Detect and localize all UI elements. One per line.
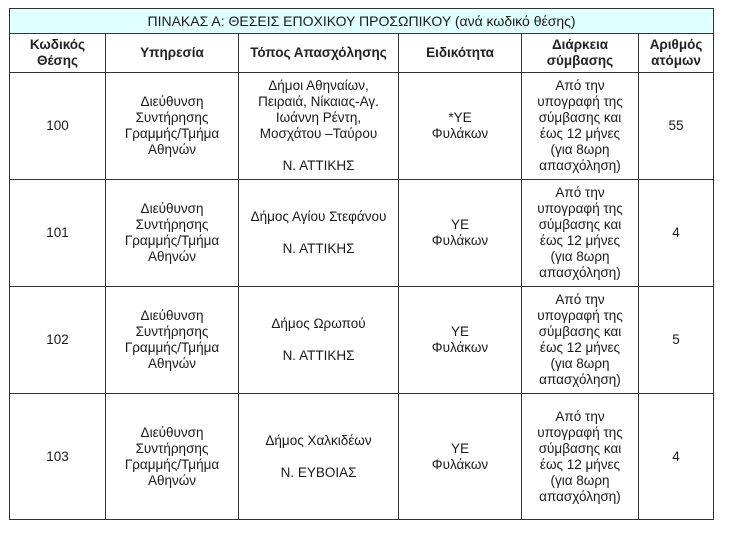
cell-specialty: ΥΕ Φυλάκων: [399, 180, 522, 287]
table-title-row: [10, 9, 714, 34]
cell-service: Διεύθυνση Συντήρησης Γραμμής/Τμήμα Αθηνών: [106, 394, 239, 520]
table-row: [10, 73, 714, 180]
cell-code: 102: [10, 287, 106, 394]
cell-count: 4: [639, 180, 714, 287]
header-place: Τόπος Απασχόλησης: [239, 34, 399, 73]
table-body: [10, 73, 714, 520]
cell-duration: Από την υπογραφή της σύμβασης και έως 12 μήνες (για 8ωρη απασχόληση): [522, 287, 639, 394]
positions-table: [9, 8, 714, 520]
cell-place: Δήμος Ωρωπού Ν. ΑΤΤΙΚΗΣ: [239, 287, 399, 394]
header-service: Υπηρεσία: [106, 34, 239, 73]
cell-code: 103: [10, 394, 106, 520]
header-code: Κωδικός Θέσης: [10, 34, 106, 73]
cell-duration: Από την υπογραφή της σύμβασης και έως 12 μήνες (για 8ωρη απασχόληση): [522, 73, 639, 180]
prefecture: Ν. ΑΤΤΙΚΗΣ: [282, 348, 355, 363]
prefecture: Ν. ΕΥΒΟΙΑΣ: [280, 464, 357, 480]
header-duration: Διάρκεια σύμβασης: [522, 34, 639, 73]
cell-service: Διεύθυνση Συντήρησης Γραμμής/Τμήμα Αθηνών: [106, 180, 239, 287]
table-row: [10, 394, 714, 520]
cell-count: 55: [639, 73, 714, 180]
cell-duration: Από την υπογραφή της σύμβασης και έως 12 μήνες (για 8ωρη απασχόληση): [522, 180, 639, 287]
prefecture: Ν. ΑΤΤΙΚΗΣ: [282, 241, 355, 256]
cell-service: Διεύθυνση Συντήρησης Γραμμής/Τμήμα Αθηνών: [106, 73, 239, 180]
cell-specialty: *ΥΕ Φυλάκων: [399, 73, 522, 180]
cell-place: Δήμος Αγίου Στεφάνου Ν. ΑΤΤΙΚΗΣ: [239, 180, 399, 287]
table-row: [10, 180, 714, 287]
cell-code: 101: [10, 180, 106, 287]
prefecture: Ν. ΑΤΤΙΚΗΣ: [282, 158, 355, 173]
table-title: ΠΙΝΑΚΑΣ Α: ΘΕΣΕΙΣ ΕΠΟΧΙΚΟΥ ΠΡΟΣΩΠΙΚΟΥ (ανά κωδικό θέσης): [10, 9, 714, 34]
header-count: Αριθμός ατόμων: [639, 34, 714, 73]
header-specialty: Ειδικότητα: [399, 34, 522, 73]
cell-specialty: ΥΕ Φυλάκων: [399, 394, 522, 520]
table-header-row: [10, 34, 714, 73]
cell-count: 5: [639, 287, 714, 394]
cell-count: 4: [639, 394, 714, 520]
cell-specialty: ΥΕ Φυλάκων: [399, 287, 522, 394]
cell-duration: Από την υπογραφή της σύμβασης και έως 12 μήνες (για 8ωρη απασχόληση): [522, 394, 639, 520]
cell-place: Δήμος Χαλκιδέων Ν. ΕΥΒΟΙΑΣ: [239, 394, 399, 520]
cell-service: Διεύθυνση Συντήρησης Γραμμής/Τμήμα Αθηνών: [106, 287, 239, 394]
cell-place: Δήμοι Αθηναίων, Πειραιά, Νίκαιας-Αγ. Ιωάννη Ρέντη, Μοσχάτου –Ταύρου Ν. ΑΤΤΙΚΗΣ: [239, 73, 399, 180]
cell-code: 100: [10, 73, 106, 180]
table-row: [10, 287, 714, 394]
